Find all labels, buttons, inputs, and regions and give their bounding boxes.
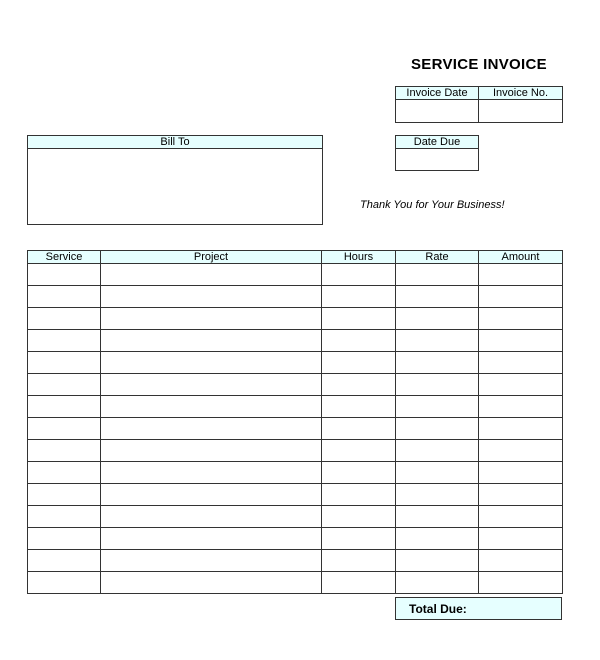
cell-hours[interactable] (322, 418, 396, 440)
cell-hours[interactable] (322, 550, 396, 572)
table-row (28, 418, 563, 440)
cell-hours[interactable] (322, 330, 396, 352)
cell-rate[interactable] (396, 572, 479, 594)
cell-hours[interactable] (322, 352, 396, 374)
cell-project[interactable] (101, 462, 322, 484)
cell-project[interactable] (101, 418, 322, 440)
invoice-title: SERVICE INVOICE (411, 56, 547, 73)
cell-amount[interactable] (479, 418, 563, 440)
cell-service[interactable] (28, 462, 101, 484)
cell-project[interactable] (101, 308, 322, 330)
cell-service[interactable] (28, 550, 101, 572)
invoice-number-header: Invoice No. (479, 87, 563, 100)
column-header-hours: Hours (322, 251, 396, 264)
cell-amount[interactable] (479, 528, 563, 550)
line-items-table (27, 250, 563, 594)
cell-rate[interactable] (396, 550, 479, 572)
cell-amount[interactable] (479, 506, 563, 528)
table-row (28, 308, 563, 330)
cell-amount[interactable] (479, 330, 563, 352)
cell-hours[interactable] (322, 396, 396, 418)
cell-amount[interactable] (479, 550, 563, 572)
total-due-label: Total Due: (396, 598, 562, 620)
cell-amount[interactable] (479, 440, 563, 462)
cell-amount[interactable] (479, 462, 563, 484)
cell-amount[interactable] (479, 352, 563, 374)
table-row (28, 440, 563, 462)
cell-project[interactable] (101, 440, 322, 462)
cell-project[interactable] (101, 330, 322, 352)
cell-service[interactable] (28, 264, 101, 286)
cell-service[interactable] (28, 484, 101, 506)
bill-to-field[interactable] (28, 149, 323, 225)
table-row (28, 484, 563, 506)
cell-hours[interactable] (322, 374, 396, 396)
thank-you-note: Thank You for Your Business! (360, 199, 505, 211)
cell-rate[interactable] (396, 374, 479, 396)
cell-service[interactable] (28, 308, 101, 330)
total-due-table (395, 597, 562, 620)
cell-hours[interactable] (322, 484, 396, 506)
cell-rate[interactable] (396, 528, 479, 550)
column-header-rate: Rate (396, 251, 479, 264)
table-row (28, 352, 563, 374)
invoice-meta-table (395, 86, 563, 123)
table-row (28, 330, 563, 352)
cell-project[interactable] (101, 264, 322, 286)
cell-amount[interactable] (479, 374, 563, 396)
cell-hours[interactable] (322, 462, 396, 484)
cell-project[interactable] (101, 550, 322, 572)
invoice-date-field[interactable] (396, 100, 479, 123)
cell-rate[interactable] (396, 462, 479, 484)
cell-project[interactable] (101, 572, 322, 594)
invoice-number-field[interactable] (479, 100, 563, 123)
column-header-service: Service (28, 251, 101, 264)
cell-hours[interactable] (322, 308, 396, 330)
cell-project[interactable] (101, 506, 322, 528)
table-row (28, 286, 563, 308)
cell-hours[interactable] (322, 572, 396, 594)
cell-hours[interactable] (322, 506, 396, 528)
cell-rate[interactable] (396, 396, 479, 418)
cell-project[interactable] (101, 352, 322, 374)
cell-service[interactable] (28, 330, 101, 352)
cell-service[interactable] (28, 352, 101, 374)
column-header-project: Project (101, 251, 322, 264)
cell-service[interactable] (28, 506, 101, 528)
bill-to-table (27, 135, 323, 225)
cell-service[interactable] (28, 286, 101, 308)
cell-service[interactable] (28, 528, 101, 550)
table-row (28, 506, 563, 528)
cell-rate[interactable] (396, 330, 479, 352)
cell-rate[interactable] (396, 286, 479, 308)
cell-service[interactable] (28, 440, 101, 462)
table-row (28, 550, 563, 572)
cell-project[interactable] (101, 396, 322, 418)
cell-rate[interactable] (396, 264, 479, 286)
invoice-date-header: Invoice Date (396, 87, 479, 100)
cell-hours[interactable] (322, 286, 396, 308)
cell-amount[interactable] (479, 308, 563, 330)
cell-hours[interactable] (322, 264, 396, 286)
cell-rate[interactable] (396, 506, 479, 528)
date-due-field[interactable] (396, 149, 479, 171)
cell-amount[interactable] (479, 286, 563, 308)
cell-project[interactable] (101, 528, 322, 550)
cell-project[interactable] (101, 286, 322, 308)
cell-service[interactable] (28, 572, 101, 594)
date-due-header: Date Due (396, 136, 479, 149)
cell-rate[interactable] (396, 440, 479, 462)
table-row (28, 462, 563, 484)
column-header-amount: Amount (479, 251, 563, 264)
cell-project[interactable] (101, 484, 322, 506)
cell-service[interactable] (28, 418, 101, 440)
cell-amount[interactable] (479, 396, 563, 418)
cell-rate[interactable] (396, 352, 479, 374)
cell-hours[interactable] (322, 528, 396, 550)
line-items-body (28, 264, 563, 594)
cell-project[interactable] (101, 374, 322, 396)
table-row (28, 572, 563, 594)
cell-rate[interactable] (396, 484, 479, 506)
cell-rate[interactable] (396, 308, 479, 330)
table-row (28, 396, 563, 418)
cell-rate[interactable] (396, 418, 479, 440)
bill-to-header: Bill To (28, 136, 323, 149)
table-row (28, 264, 563, 286)
date-due-table (395, 135, 479, 171)
table-row (28, 528, 563, 550)
table-row (28, 374, 563, 396)
cell-hours[interactable] (322, 440, 396, 462)
cell-amount[interactable] (479, 264, 563, 286)
cell-service[interactable] (28, 396, 101, 418)
cell-amount[interactable] (479, 572, 563, 594)
cell-amount[interactable] (479, 484, 563, 506)
cell-service[interactable] (28, 374, 101, 396)
